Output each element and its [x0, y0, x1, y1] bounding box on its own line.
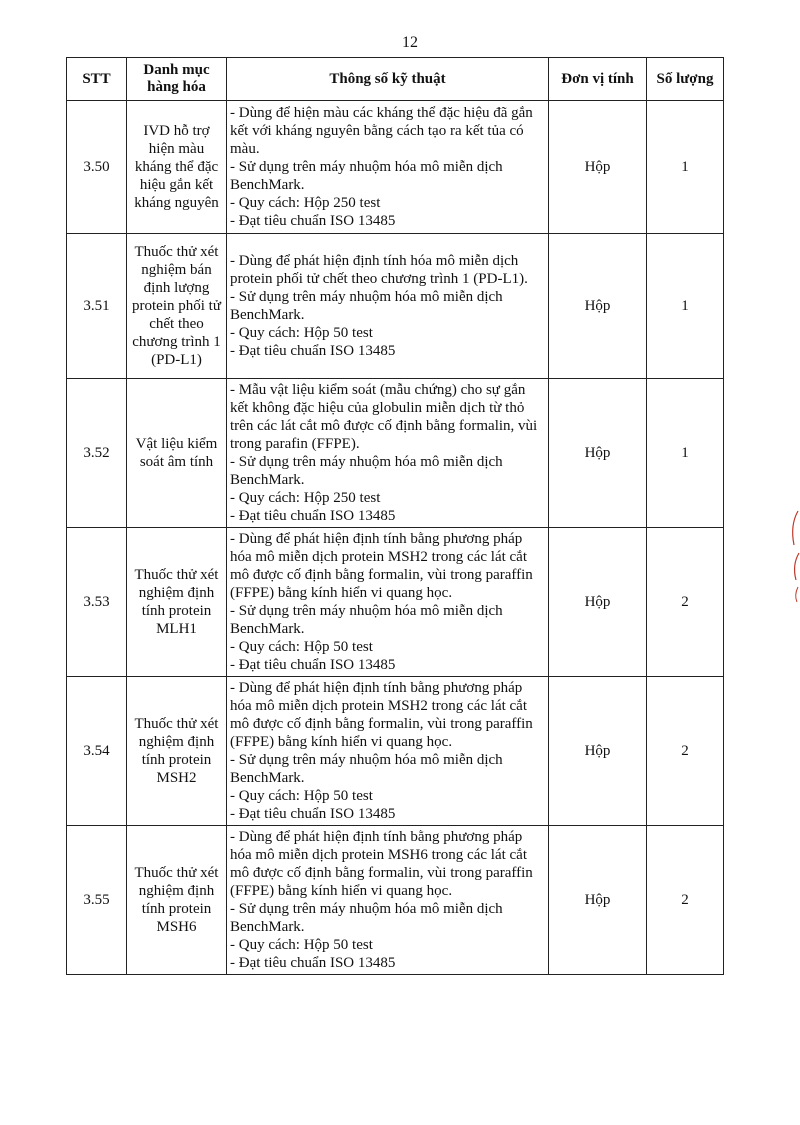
row-qty: 1 — [647, 101, 724, 234]
specification-table — [66, 57, 724, 975]
row-spec — [227, 101, 549, 234]
spec-line: - Dùng để phát hiện định tính hóa mô miễn dịch protein phối tử chết theo chương trình 1 (PD-L1). — [230, 253, 528, 287]
table-row — [67, 234, 724, 379]
row-name: Thuốc thử xét nghiệm định tính protein MLH1 — [127, 528, 227, 677]
row-unit: Hộp — [549, 379, 647, 528]
row-name: Thuốc thử xét nghiệm định tính protein MSH2 — [127, 677, 227, 826]
row-unit: Hộp — [549, 677, 647, 826]
row-name: Vật liệu kiểm soát âm tính — [127, 379, 227, 528]
spec-line: - Quy cách: Hộp 50 test — [230, 639, 373, 655]
spec-line: - Dùng để hiện màu các kháng thể đặc hiệu đã gắn kết với kháng nguyên bằng cách tạo ra kết tủa có màu. — [230, 105, 533, 157]
spec-line: - Đạt tiêu chuẩn ISO 13485 — [230, 508, 396, 524]
spec-line: - Quy cách: Hộp 50 test — [230, 788, 373, 804]
header-name: Danh mục hàng hóa — [127, 58, 227, 101]
spec-line: - Dùng để phát hiện định tính bằng phương pháp hóa mô miễn dịch protein MSH6 trong các lát cắt mô được cố định bằng formalin, vùi trong paraffin (FFPE) bằng kính hiển vi quang học. — [230, 829, 533, 899]
row-spec — [227, 677, 549, 826]
spec-line: - Đạt tiêu chuẩn ISO 13485 — [230, 806, 396, 822]
row-stt: 3.52 — [67, 379, 127, 528]
row-stt: 3.54 — [67, 677, 127, 826]
spec-line: - Quy cách: Hộp 50 test — [230, 325, 373, 341]
row-qty: 2 — [647, 528, 724, 677]
row-qty: 1 — [647, 379, 724, 528]
spec-line: - Dùng để phát hiện định tính bằng phương pháp hóa mô miễn dịch protein MSH2 trong các lát cắt mô được cố định bằng formalin, vùi trong paraffin (FFPE) bằng kính hiển vi quang học. — [230, 531, 533, 601]
spec-line: - Quy cách: Hộp 250 test — [230, 490, 381, 506]
row-spec — [227, 379, 549, 528]
row-name: Thuốc thử xét nghiệm định tính protein MSH6 — [127, 826, 227, 975]
row-spec — [227, 528, 549, 677]
seal-stamp-fragment — [786, 505, 800, 605]
table-row — [67, 101, 724, 234]
row-name: IVD hỗ trợ hiện màu kháng thể đặc hiệu gắn kết kháng nguyên — [127, 101, 227, 234]
row-unit: Hộp — [549, 101, 647, 234]
spec-line: - Đạt tiêu chuẩn ISO 13485 — [230, 657, 396, 673]
page-number: 12 — [402, 34, 418, 51]
header-unit: Đơn vị tính — [549, 58, 647, 101]
spec-line: - Sử dụng trên máy nhuộm hóa mô miễn dịch BenchMark. — [230, 752, 503, 786]
table-row — [67, 826, 724, 975]
row-qty: 1 — [647, 234, 724, 379]
row-spec — [227, 826, 549, 975]
row-stt: 3.53 — [67, 528, 127, 677]
row-stt: 3.55 — [67, 826, 127, 975]
table-row — [67, 528, 724, 677]
row-qty: 2 — [647, 826, 724, 975]
spec-line: - Mẫu vật liệu kiểm soát (mẫu chứng) cho sự gắn kết không đặc hiệu của globulin miễn dịch từ thỏ trên các lát cắt mô được cố định bằng formalin, vùi trong parafin (FFPE). — [230, 382, 538, 452]
row-stt: 3.51 — [67, 234, 127, 379]
spec-line: - Đạt tiêu chuẩn ISO 13485 — [230, 343, 396, 359]
spec-line: - Sử dụng trên máy nhuộm hóa mô miễn dịch BenchMark. — [230, 454, 503, 488]
header-spec: Thông số kỹ thuật — [227, 58, 549, 101]
row-stt: 3.50 — [67, 101, 127, 234]
row-unit: Hộp — [549, 826, 647, 975]
table-row — [67, 677, 724, 826]
spec-line: - Dùng để phát hiện định tính bằng phương pháp hóa mô miễn dịch protein MSH2 trong các lát cắt mô được cố định bằng formalin, vùi trong paraffin (FFPE) bằng kính hiển vi quang học. — [230, 680, 533, 750]
spec-line: - Quy cách: Hộp 250 test — [230, 195, 381, 211]
table-row — [67, 379, 724, 528]
row-qty: 2 — [647, 677, 724, 826]
spec-line: - Sử dụng trên máy nhuộm hóa mô miễn dịch BenchMark. — [230, 603, 503, 637]
row-unit: Hộp — [549, 234, 647, 379]
spec-line: - Sử dụng trên máy nhuộm hóa mô miễn dịch BenchMark. — [230, 901, 503, 935]
spec-line: - Sử dụng trên máy nhuộm hóa mô miễn dịch BenchMark. — [230, 289, 503, 323]
row-spec — [227, 234, 549, 379]
spec-line: - Sử dụng trên máy nhuộm hóa mô miễn dịch BenchMark. — [230, 159, 503, 193]
header-qty: Số lượng — [647, 58, 724, 101]
spec-line: - Đạt tiêu chuẩn ISO 13485 — [230, 955, 396, 971]
header-stt: STT — [67, 58, 127, 101]
table-header — [67, 58, 724, 101]
spec-line: - Đạt tiêu chuẩn ISO 13485 — [230, 213, 396, 229]
spec-line: - Quy cách: Hộp 50 test — [230, 937, 373, 953]
row-name: Thuốc thử xét nghiệm bán định lượng protein phối tử chết theo chương trình 1 (PD-L1) — [127, 234, 227, 379]
row-unit: Hộp — [549, 528, 647, 677]
